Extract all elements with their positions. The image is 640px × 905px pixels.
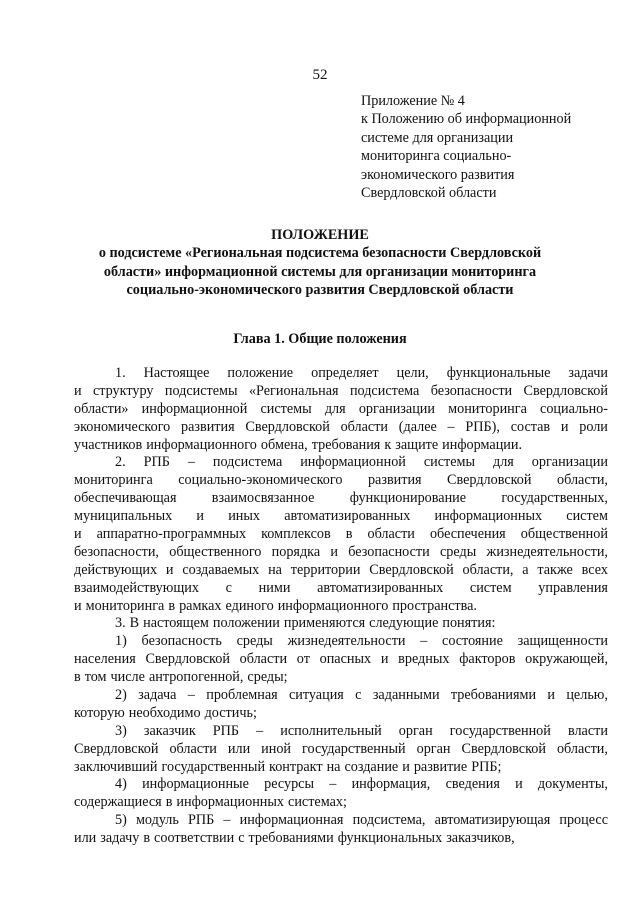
paragraph-line: и структуру подсистемы «Региональная подсистема безопасности Свердловской	[74, 382, 608, 399]
paragraph-line: муниципальных и иных автоматизированных информационных систем	[74, 508, 608, 525]
appendix-line: Свердловской области	[361, 185, 497, 202]
document-title: ПОЛОЖЕНИЕ	[271, 227, 369, 243]
paragraph-line: которую необходимо достичь;	[74, 704, 257, 721]
appendix-line: Приложение № 4	[361, 93, 465, 109]
appendix-block	[361, 92, 621, 202]
paragraph-line: действующих и создаваемых на территории Свердловской области, а также всех	[74, 561, 608, 578]
paragraph	[74, 776, 608, 812]
document-subtitle-line: социально-экономического развития Свердловской области	[126, 282, 514, 299]
appendix-line: экономического развития	[361, 166, 515, 183]
paragraph-line: 1) безопасность среды жизнедеятельности – состояние защищенности	[115, 633, 608, 650]
paragraph	[74, 687, 608, 723]
paragraph-line: заключивший государственный контракт на создание и развитие РПБ;	[74, 758, 502, 775]
paragraph-line: безопасности, общественного порядка и безопасности среды жизнедеятельности,	[74, 543, 608, 560]
paragraph-line: в том числе антропогенной, среды;	[74, 669, 288, 686]
paragraph	[74, 723, 608, 777]
page-number: 52	[312, 67, 328, 83]
paragraph	[74, 633, 608, 687]
document-heading	[80, 226, 560, 300]
paragraph-line: мониторинга социально-экономического развития Свердловской области,	[74, 472, 608, 489]
paragraph-line: содержащиеся в информационных системах;	[74, 794, 347, 811]
document-subtitle-line: области» информационной системы для организации мониторинга	[103, 263, 537, 280]
document-body	[74, 365, 608, 848]
paragraph-line: области» информационной системы для организации мониторинга социально-	[74, 400, 608, 417]
paragraph-line: 4) информационные ресурсы – информация, сведения и документы,	[115, 776, 608, 793]
paragraph-line: населения Свердловской области от опасных и вредных факторов окружающей,	[74, 651, 608, 668]
paragraph-line: обеспечивающая взаимосвязанное функционирование государственных,	[74, 490, 608, 507]
appendix-line: системе для организации	[361, 129, 514, 146]
paragraph-line: взаимодействующих с ними автоматизированных систем управления	[74, 579, 608, 596]
appendix-line: к Положению об информационной	[361, 111, 572, 128]
document-subtitle-line: о подсистеме «Региональная подсистема безопасности Свердловской	[98, 245, 542, 262]
paragraph-line: 5) модуль РПБ – информационная подсистема, автоматизирующая процесс	[115, 812, 608, 829]
paragraph-line: или задачу в соответствии с требованиями функциональных заказчиков,	[74, 830, 515, 847]
paragraph-line: 3. В настоящем положении применяются следующие понятия:	[115, 615, 496, 632]
paragraph	[74, 454, 608, 615]
chapter-title: Глава 1. Общие положения	[233, 331, 407, 347]
paragraph	[74, 615, 608, 633]
paragraph-line: 3) заказчик РПБ – исполнительный орган государственной власти	[115, 722, 608, 739]
paragraph-line: экономического развития Свердловской области (далее – РПБ), состав и роли	[74, 418, 608, 435]
paragraph-line: и мониторинга в рамках единого информационного пространства.	[74, 597, 477, 614]
paragraph-line: 2) задача – проблемная ситуация с заданными требованиями и целью,	[115, 687, 608, 704]
paragraph	[74, 365, 608, 454]
paragraph-line: Свердловской области или иной государственный орган Свердловской области,	[74, 740, 608, 757]
paragraph	[74, 812, 608, 848]
appendix-line: мониторинга социально-	[361, 148, 512, 165]
paragraph-line: участников информационного обмена, требования к защите информации.	[74, 436, 523, 453]
paragraph-line: и аппаратно-программных комплексов в области обеспечения общественной	[74, 526, 608, 543]
paragraph-line: 2. РПБ – подсистема информационной системы для организации	[115, 454, 608, 471]
paragraph-line: 1. Настоящее положение определяет цели, функциональные задачи	[115, 365, 608, 381]
